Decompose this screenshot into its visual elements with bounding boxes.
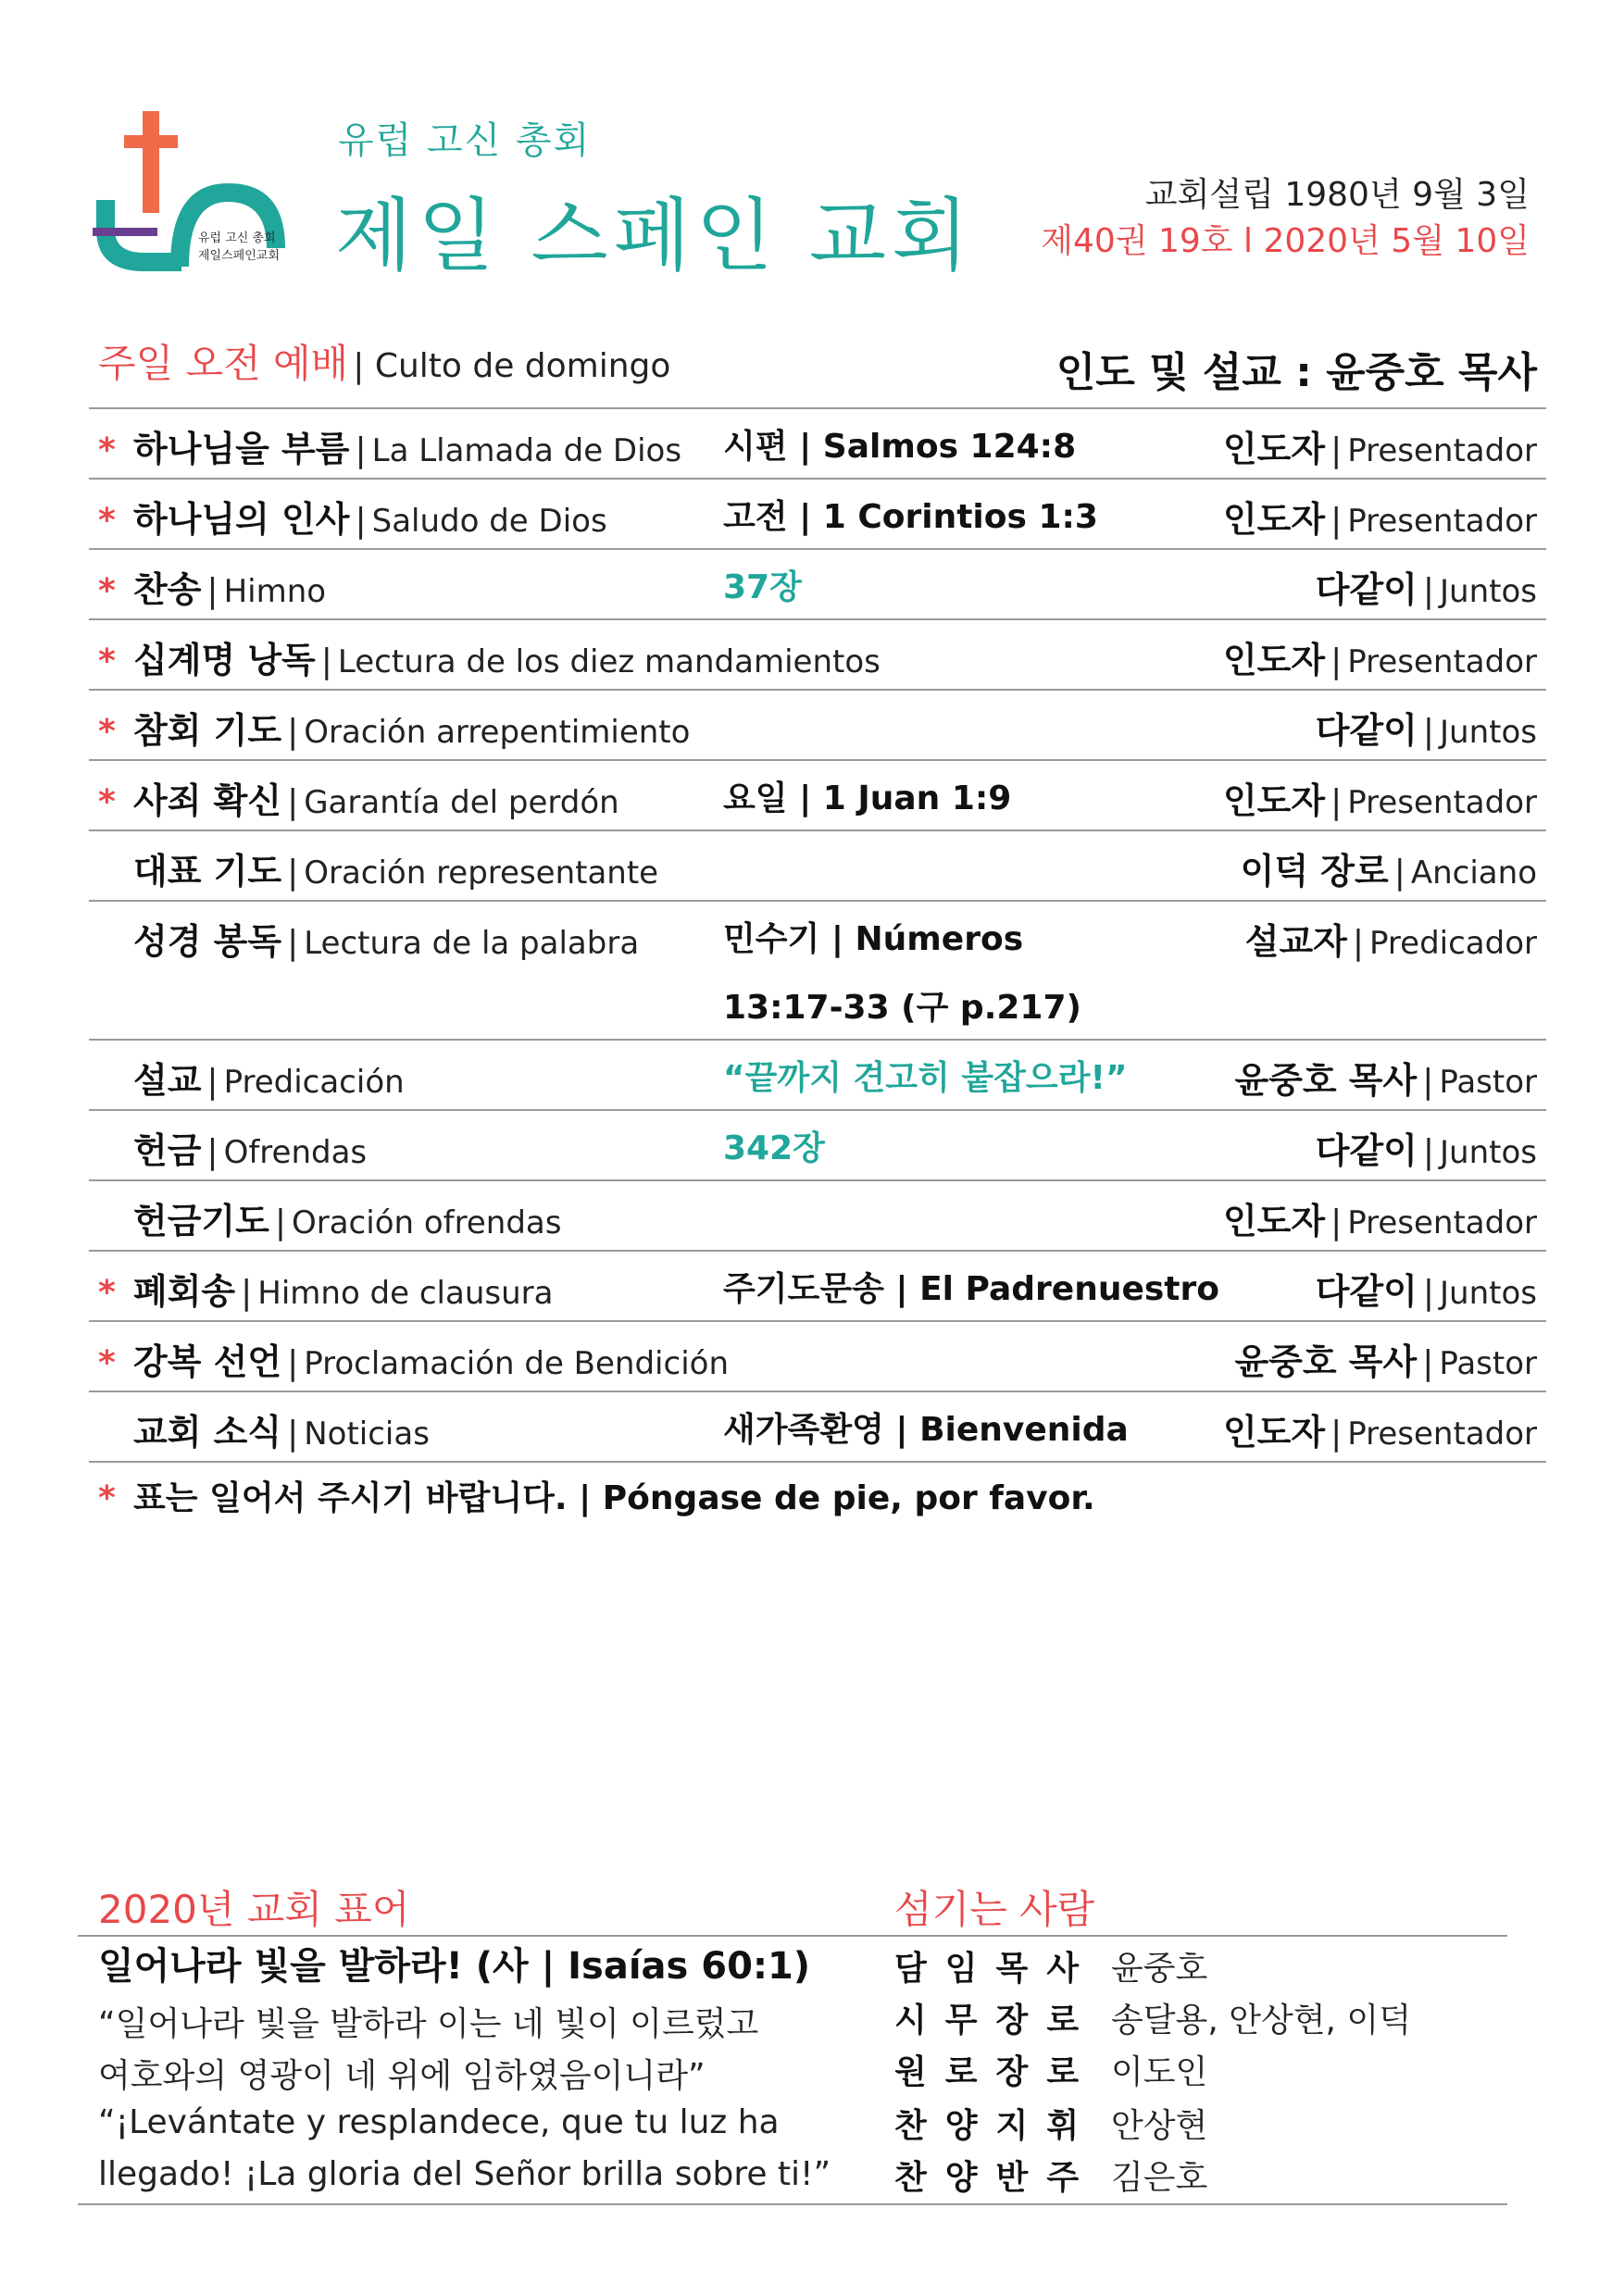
item-ko: 십계명 낭독 [133, 640, 316, 680]
item-detail: 요일 | 1 Juan 1:9 [723, 780, 1012, 817]
motto-line: llegado! ¡La gloria del Señor brilla sobre ti!” [98, 2155, 831, 2193]
item-es: Noticias [304, 1416, 430, 1453]
church-name: 제일 스페인 교회 [335, 190, 975, 282]
responsible-es: Pastor [1439, 1064, 1537, 1101]
row-item: * 찬송 | Himno [98, 569, 327, 610]
logo-text-1: 유럽 고신 총회 [198, 231, 276, 245]
staff-names: 송달용, 안상현, 이덕 [1111, 2002, 1411, 2039]
row-divider [89, 1179, 1546, 1181]
row-item: 헌금 | Ofrendas [133, 1130, 368, 1171]
synod-name: 유럽 고신 총회 [338, 119, 592, 162]
service-title-sep: | [353, 347, 375, 385]
responsible-ko: 설교자 [1244, 921, 1347, 962]
item-detail: 고전 | 1 Corintios 1:3 [723, 498, 1098, 536]
row-divider [89, 900, 1546, 902]
responsible-ko: 인도자 [1222, 640, 1326, 680]
motto-heading: 2020년 교회 표어 [98, 1887, 410, 1932]
responsible-es: Juntos [1440, 714, 1537, 751]
item-es: Predicación [223, 1064, 405, 1101]
row-divider [89, 548, 1546, 550]
row-divider [89, 1109, 1546, 1111]
item-es: Lectura de los diez mandamientos [337, 643, 881, 680]
responsible-es: Juntos [1440, 1275, 1537, 1312]
item-ko: 교회 소식 [133, 1412, 282, 1453]
row-item: 대표 기도 | Oración representante [133, 851, 659, 892]
responsible-es: Presentador [1347, 503, 1537, 540]
responsible-es: Presentador [1347, 432, 1537, 469]
responsible-ko: 인도자 [1222, 499, 1326, 540]
row-responsible: 다같이 | Juntos [1315, 1271, 1537, 1312]
row-responsible: 다같이 | Juntos [1315, 710, 1537, 751]
row-item: 설교 | Predicación [133, 1060, 405, 1101]
star-marker: * [98, 1274, 116, 1312]
item-ko: 대표 기도 [133, 851, 282, 892]
row-divider [89, 407, 1546, 409]
motto-line: “¡Levántate y resplandece, que tu luz ha [98, 2103, 780, 2141]
responsible-ko: 다같이 [1315, 1130, 1418, 1171]
item-ko: 헌금기도 [133, 1201, 269, 1241]
service-title-es: Culto de domingo [374, 347, 671, 385]
row-item: 성경 봉독 | Lectura de la palabra [133, 921, 640, 962]
staff-heading: 섬기는 사람 [894, 1887, 1095, 1932]
responsible-ko: 인도자 [1222, 1412, 1326, 1453]
service-header [98, 333, 1537, 405]
responsible-ko: 다같이 [1315, 569, 1418, 610]
item-ko: 성경 봉독 [133, 921, 282, 962]
row-item: 교회 소식 | Noticias [133, 1412, 430, 1453]
logo-text-2: 제일스페인교회 [198, 249, 280, 263]
row-divider [89, 829, 1546, 831]
responsible-es: Presentador [1347, 643, 1537, 680]
star-marker: * [98, 642, 116, 680]
row-item: * 사죄 확신 | Garantía del perdón [98, 780, 619, 821]
responsible-ko: 인도자 [1222, 780, 1326, 821]
staff-role: 원로장로 [894, 2053, 1098, 2091]
row-responsible: 인도자 | Presentador [1222, 640, 1537, 680]
row-divider [89, 759, 1546, 761]
item-detail: 시편 | Salmos 124:8 [723, 428, 1077, 466]
responsible-ko: 이덕 장로 [1240, 851, 1389, 892]
item-es: Ofrendas [223, 1134, 368, 1171]
row-item: 헌금기도 | Oración ofrendas [133, 1201, 562, 1241]
item-ko: 폐회송 [133, 1271, 236, 1312]
row-divider [89, 1461, 1546, 1463]
service-title-ko: 주일 오전 예배 [98, 341, 349, 386]
item-detail: 새가족환영 | Bienvenida [723, 1411, 1129, 1449]
motto-line: “일어나라 빛을 발하라 이는 네 빛이 이르렀고 [98, 2005, 759, 2043]
item-ko: 헌금 [133, 1130, 202, 1171]
row-divider [89, 478, 1546, 480]
staff-names: 김은호 [1111, 2159, 1208, 2197]
staff-row [894, 1994, 1411, 2041]
item-es: Lectura de la palabra [304, 925, 640, 962]
row-divider [89, 1250, 1546, 1252]
row-responsible: 인도자 | Presentador [1222, 499, 1537, 540]
staff-row [894, 1942, 1207, 1989]
star-marker: * [98, 502, 116, 540]
service-leader: 인도 및 설교 : 윤중호 목사 [1056, 349, 1537, 396]
responsible-ko: 윤중호 목사 [1234, 1341, 1418, 1382]
item-es: Himno de clausura [257, 1275, 554, 1312]
staff-row [894, 2046, 1207, 2093]
responsible-es: Pastor [1439, 1345, 1537, 1382]
item-ko: 찬송 [133, 569, 202, 610]
divider [889, 1935, 1507, 1937]
star-marker: * [98, 783, 116, 821]
item-ko: 참회 기도 [133, 710, 282, 751]
staff-role: 담임목사 [894, 1950, 1098, 1988]
item-ko: 설교 [133, 1060, 202, 1101]
responsible-ko: 다같이 [1315, 1271, 1418, 1312]
responsible-es: Presentador [1347, 1204, 1537, 1241]
item-ko: 하나님의 인사 [133, 499, 350, 540]
responsible-ko: 인도자 [1222, 1201, 1326, 1241]
item-detail: 주기도문송 | El Padrenuestro [723, 1270, 1220, 1308]
standing-note [98, 1472, 1095, 1519]
responsible-es: Juntos [1440, 1134, 1537, 1171]
star-marker: * [98, 572, 116, 610]
row-responsible: 다같이 | Juntos [1315, 569, 1537, 610]
star-marker: * [98, 1479, 116, 1517]
item-es: Himno [223, 573, 327, 610]
item-es: Proclamación de Bendición [304, 1345, 729, 1382]
row-responsible: 인도자 | Presentador [1222, 780, 1537, 821]
row-responsible: 윤중호 목사 | Pastor [1234, 1060, 1537, 1101]
star-marker: * [98, 431, 116, 469]
row-responsible: 인도자 | Presentador [1222, 1201, 1537, 1241]
row-divider [89, 618, 1546, 620]
row-responsible: 인도자 | Presentador [1222, 1412, 1537, 1453]
row-divider [89, 1391, 1546, 1392]
staff-row [894, 2152, 1207, 2199]
star-marker: * [98, 713, 116, 751]
responsible-ko: 다같이 [1315, 710, 1418, 751]
row-divider [89, 1039, 1546, 1041]
item-detail: 37장 [723, 568, 802, 606]
item-es: La Llamada de Dios [371, 432, 682, 469]
row-responsible: 이덕 장로 | Anciano [1240, 851, 1537, 892]
row-responsible: 윤중호 목사 | Pastor [1234, 1341, 1537, 1382]
staff-row [894, 2100, 1207, 2147]
standing-note-text: 표는 일어서 주시기 바랍니다. | Póngase de pie, por favor. [133, 1479, 1095, 1517]
issue-info: 제40권 19호 l 2020년 5월 10일 [1041, 222, 1530, 260]
item-es: Saludo de Dios [371, 503, 607, 540]
responsible-es: Juntos [1440, 573, 1537, 610]
item-detail-2: 13:17-33 (구 p.217) [723, 989, 1081, 1027]
responsible-ko: 인도자 [1222, 429, 1326, 469]
responsible-es: Presentador [1347, 784, 1537, 821]
row-responsible: 다같이 | Juntos [1315, 1130, 1537, 1171]
motto-main: 일어나라 빛을 발하라! (사 | Isaías 60:1) [98, 1945, 811, 1988]
responsible-es: Predicador [1369, 925, 1537, 962]
row-responsible: 설교자 | Predicador [1244, 921, 1537, 962]
item-es: Oración representante [304, 854, 659, 892]
responsible-es: Anciano [1410, 854, 1537, 892]
star-marker: * [98, 1344, 116, 1382]
row-item: * 강복 선언 | Proclamación de Bendición [98, 1341, 729, 1382]
item-es: Oración ofrendas [291, 1204, 562, 1241]
established-date: 교회설립 1980년 9월 3일 [1144, 176, 1530, 214]
item-detail: “끝까지 견고히 붙잡으라!” [723, 1059, 1128, 1097]
row-responsible: 인도자 | Presentador [1222, 429, 1537, 469]
item-detail: 민수기 | Números [723, 920, 1024, 958]
item-es: Oración arrepentimiento [304, 714, 691, 751]
item-detail: 342장 [723, 1129, 825, 1167]
row-divider [89, 1320, 1546, 1322]
row-item: * 하나님의 인사 | Saludo de Dios [98, 499, 607, 540]
row-divider [89, 689, 1546, 691]
row-item: * 하나님을 부름 | La Llamada de Dios [98, 429, 682, 469]
staff-role: 찬양반주 [894, 2159, 1098, 2197]
row-item: * 참회 기도 | Oración arrepentimiento [98, 710, 691, 751]
item-ko: 강복 선언 [133, 1341, 282, 1382]
row-item: * 폐회송 | Himno de clausura [98, 1271, 554, 1312]
divider [78, 2203, 1507, 2205]
staff-role: 찬양지휘 [894, 2107, 1098, 2145]
item-ko: 사죄 확신 [133, 780, 282, 821]
church-logo [89, 109, 297, 281]
row-item: * 십계명 낭독 | Lectura de los diez mandamientos [98, 640, 881, 680]
staff-names: 윤중호 [1111, 1950, 1208, 1988]
responsible-es: Presentador [1347, 1416, 1537, 1453]
staff-names: 안상현 [1111, 2107, 1208, 2145]
staff-role: 시무장로 [894, 2002, 1098, 2039]
item-es: Garantía del perdón [304, 784, 619, 821]
staff-names: 이도인 [1111, 2053, 1208, 2091]
item-ko: 하나님을 부름 [133, 429, 350, 469]
motto-line: 여호와의 영광이 네 위에 임하였음이니라” [98, 2057, 706, 2095]
responsible-ko: 윤중호 목사 [1234, 1060, 1418, 1101]
